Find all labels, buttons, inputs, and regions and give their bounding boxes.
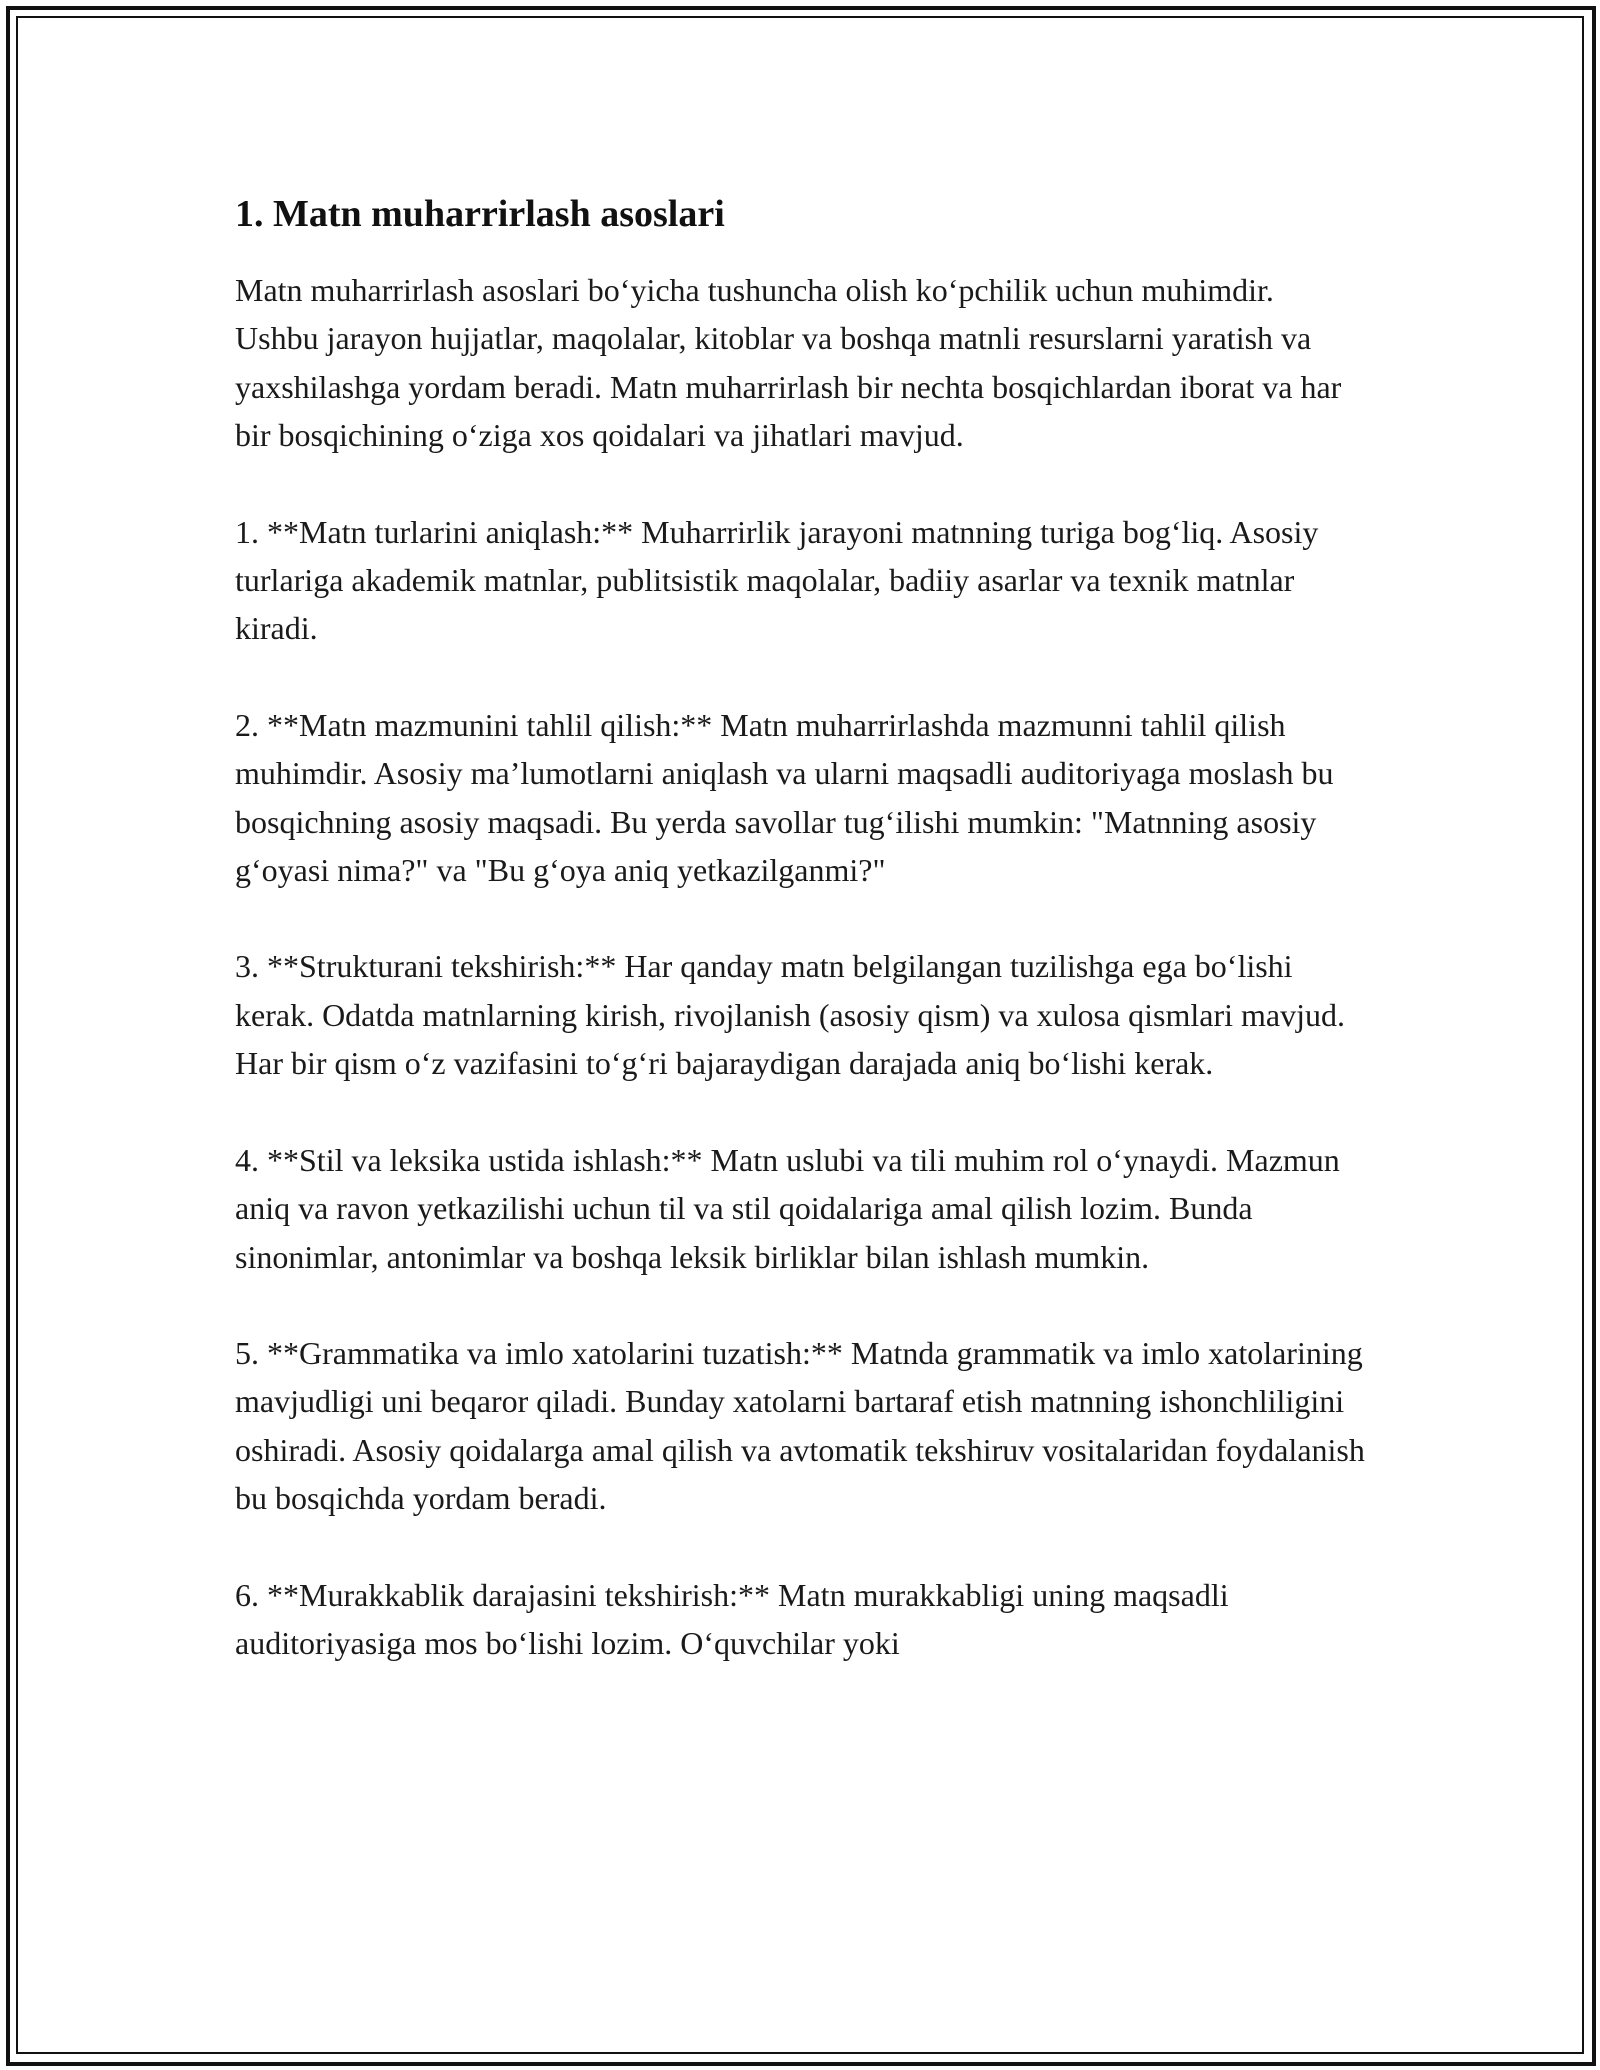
document-title: 1. Matn muharrirlash asoslari [235,193,725,235]
paragraph-style-lexicon: 4. **Stil va leksika ustida ishlash:** Matn uslubi va tili muhim rol o‘ynaydi. Mazmun aniq va ravon yetkazilishi uchun til va stil qoidalariga amal qilish lozim. Bunda sinonimlar, antonimlar va boshqa leksik birliklar bilan ishlash mumkin. [235,1141,1340,1275]
document-body [235,188,1365,1715]
paragraph-grammar-spelling: 5. **Grammatika va imlo xatolarini tuzatish:** Matnda grammatik va imlo xatolarining mavjudligi uni beqaror qiladi. Bunday xatolarni bartaraf etish matnning ishonchliligini oshiradi. Asosiy qoidalarga amal qilish va avtomatik tekshiruv vositalaridan foydalanish bu bosqichda yordam beradi. [235,1334,1365,1517]
paragraph-complexity-check: 6. **Murakkablik darajasini tekshirish:** Matn murakkabligi uning maqsadli auditoriyasiga mos bo‘lishi lozim. O‘quvchilar yoki [235,1576,1229,1661]
intro-paragraph: Matn muharrirlash asoslari bo‘yicha tushuncha olish ko‘pchilik uchun muhimdir. Ushbu jarayon hujjatlar, maqolalar, kitoblar va boshqa matnli resurslarni yaratish va yaxshilashga yordam beradi. Matn muharrirlash bir nechta bosqichlardan iborat va har bir bosqichining o‘ziga xos qoidalari va jihatlari mavjud. [235,272,1342,454]
paragraph-content-analysis: 2. **Matn mazmunini tahlil qilish:** Matn muharrirlashda mazmunni tahlil qilish muhimdir. Asosiy ma’lumotlarni aniqlash va ularni maqsadli auditoriyaga moslash bu bosqichning asosiy maqsadi. Bu yerda savollar tug‘ilishi mumkin: "Matnning asosiy g‘oyasi nima?" va "Bu g‘oya aniq yetkazilganmi?" [235,706,1334,889]
paragraph-structure-check: 3. **Strukturani tekshirish:** Har qanday matn belgilangan tuzilishga ega bo‘lishi kerak. Odatda matnlarning kirish, rivojlanish (asosiy qism) va xulosa qismlari mavjud. Har bir qism o‘z vazifasini to‘g‘ri bajaraydigan darajada aniq bo‘lishi kerak. [235,948,1346,1082]
paragraph-text-types: 1. **Matn turlarini aniqlash:** Muharrirlik jarayoni matnning turiga bog‘liq. Asosiy turlariga akademik matnlar, publitsistik maqolalar, badiiy asarlar va texnik matnlar kiradi. [235,513,1319,647]
